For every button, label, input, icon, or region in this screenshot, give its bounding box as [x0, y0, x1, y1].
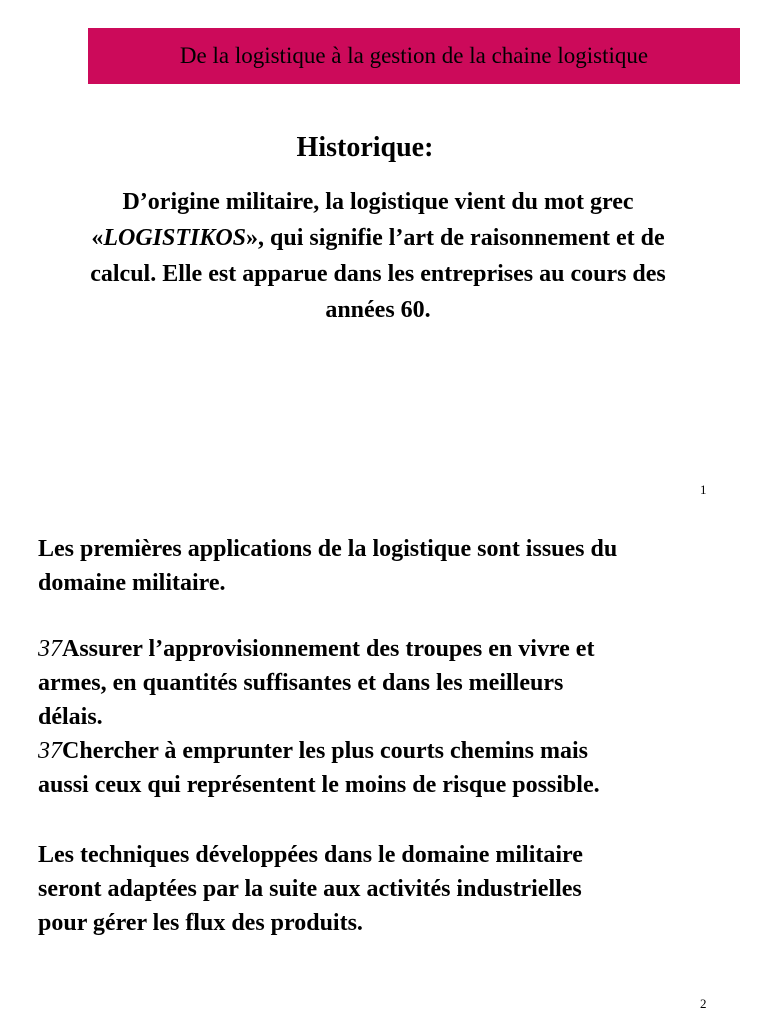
bullet-text: Chercher à emprunter les plus courts chemins mais [62, 738, 588, 764]
banner-title: De la logistique à la gestion de la chaine logistique [179, 43, 649, 68]
intro-line-1: D’origine militaire, la logistique vient du mot grec [122, 189, 634, 215]
intro-line-2-rest: », qui signifie l’art de raisonnement et de [246, 225, 665, 251]
paragraph-first-applications [38, 532, 748, 600]
paragraph-line: Les premières applications de la logistique sont issues du [38, 536, 618, 562]
bullet-text: Assurer l’approvisionnement des troupes en vivre et [62, 636, 595, 662]
paragraph-line: seront adaptées par la suite aux activités industrielles [38, 876, 582, 902]
page-number-2: 2 [700, 996, 707, 1011]
intro-line-2 [20, 220, 736, 256]
bullet-marker: 37 [38, 738, 62, 764]
bullet-line: armes, en quantités suffisantes et dans les meilleurs [38, 670, 564, 696]
paragraph-techniques [38, 838, 748, 940]
paragraph-line: Les techniques développées dans le domaine militaire [38, 842, 583, 868]
paragraph-line: domaine militaire. [38, 570, 226, 596]
section-heading: Historique: [296, 132, 434, 163]
intro-paragraph [20, 184, 736, 328]
intro-line-3: calcul. Elle est apparue dans les entreprises au cours des [90, 261, 666, 287]
intro-line-4: années 60. [325, 297, 431, 323]
bullet-line: délais. [38, 704, 103, 730]
greek-word: LOGISTIKOS [103, 225, 247, 251]
bullet-line [38, 632, 748, 666]
bullet-line [38, 734, 748, 768]
open-quote: « [91, 225, 104, 251]
page-number-1: 1 [700, 482, 707, 497]
bullet-marker: 37 [38, 636, 62, 662]
paragraph-line: pour gérer les flux des produits. [38, 910, 363, 936]
bullet-supply [38, 632, 748, 734]
bullet-routes [38, 734, 748, 802]
bullet-line: aussi ceux qui représentent le moins de risque possible. [38, 772, 600, 798]
title-banner [88, 28, 740, 84]
